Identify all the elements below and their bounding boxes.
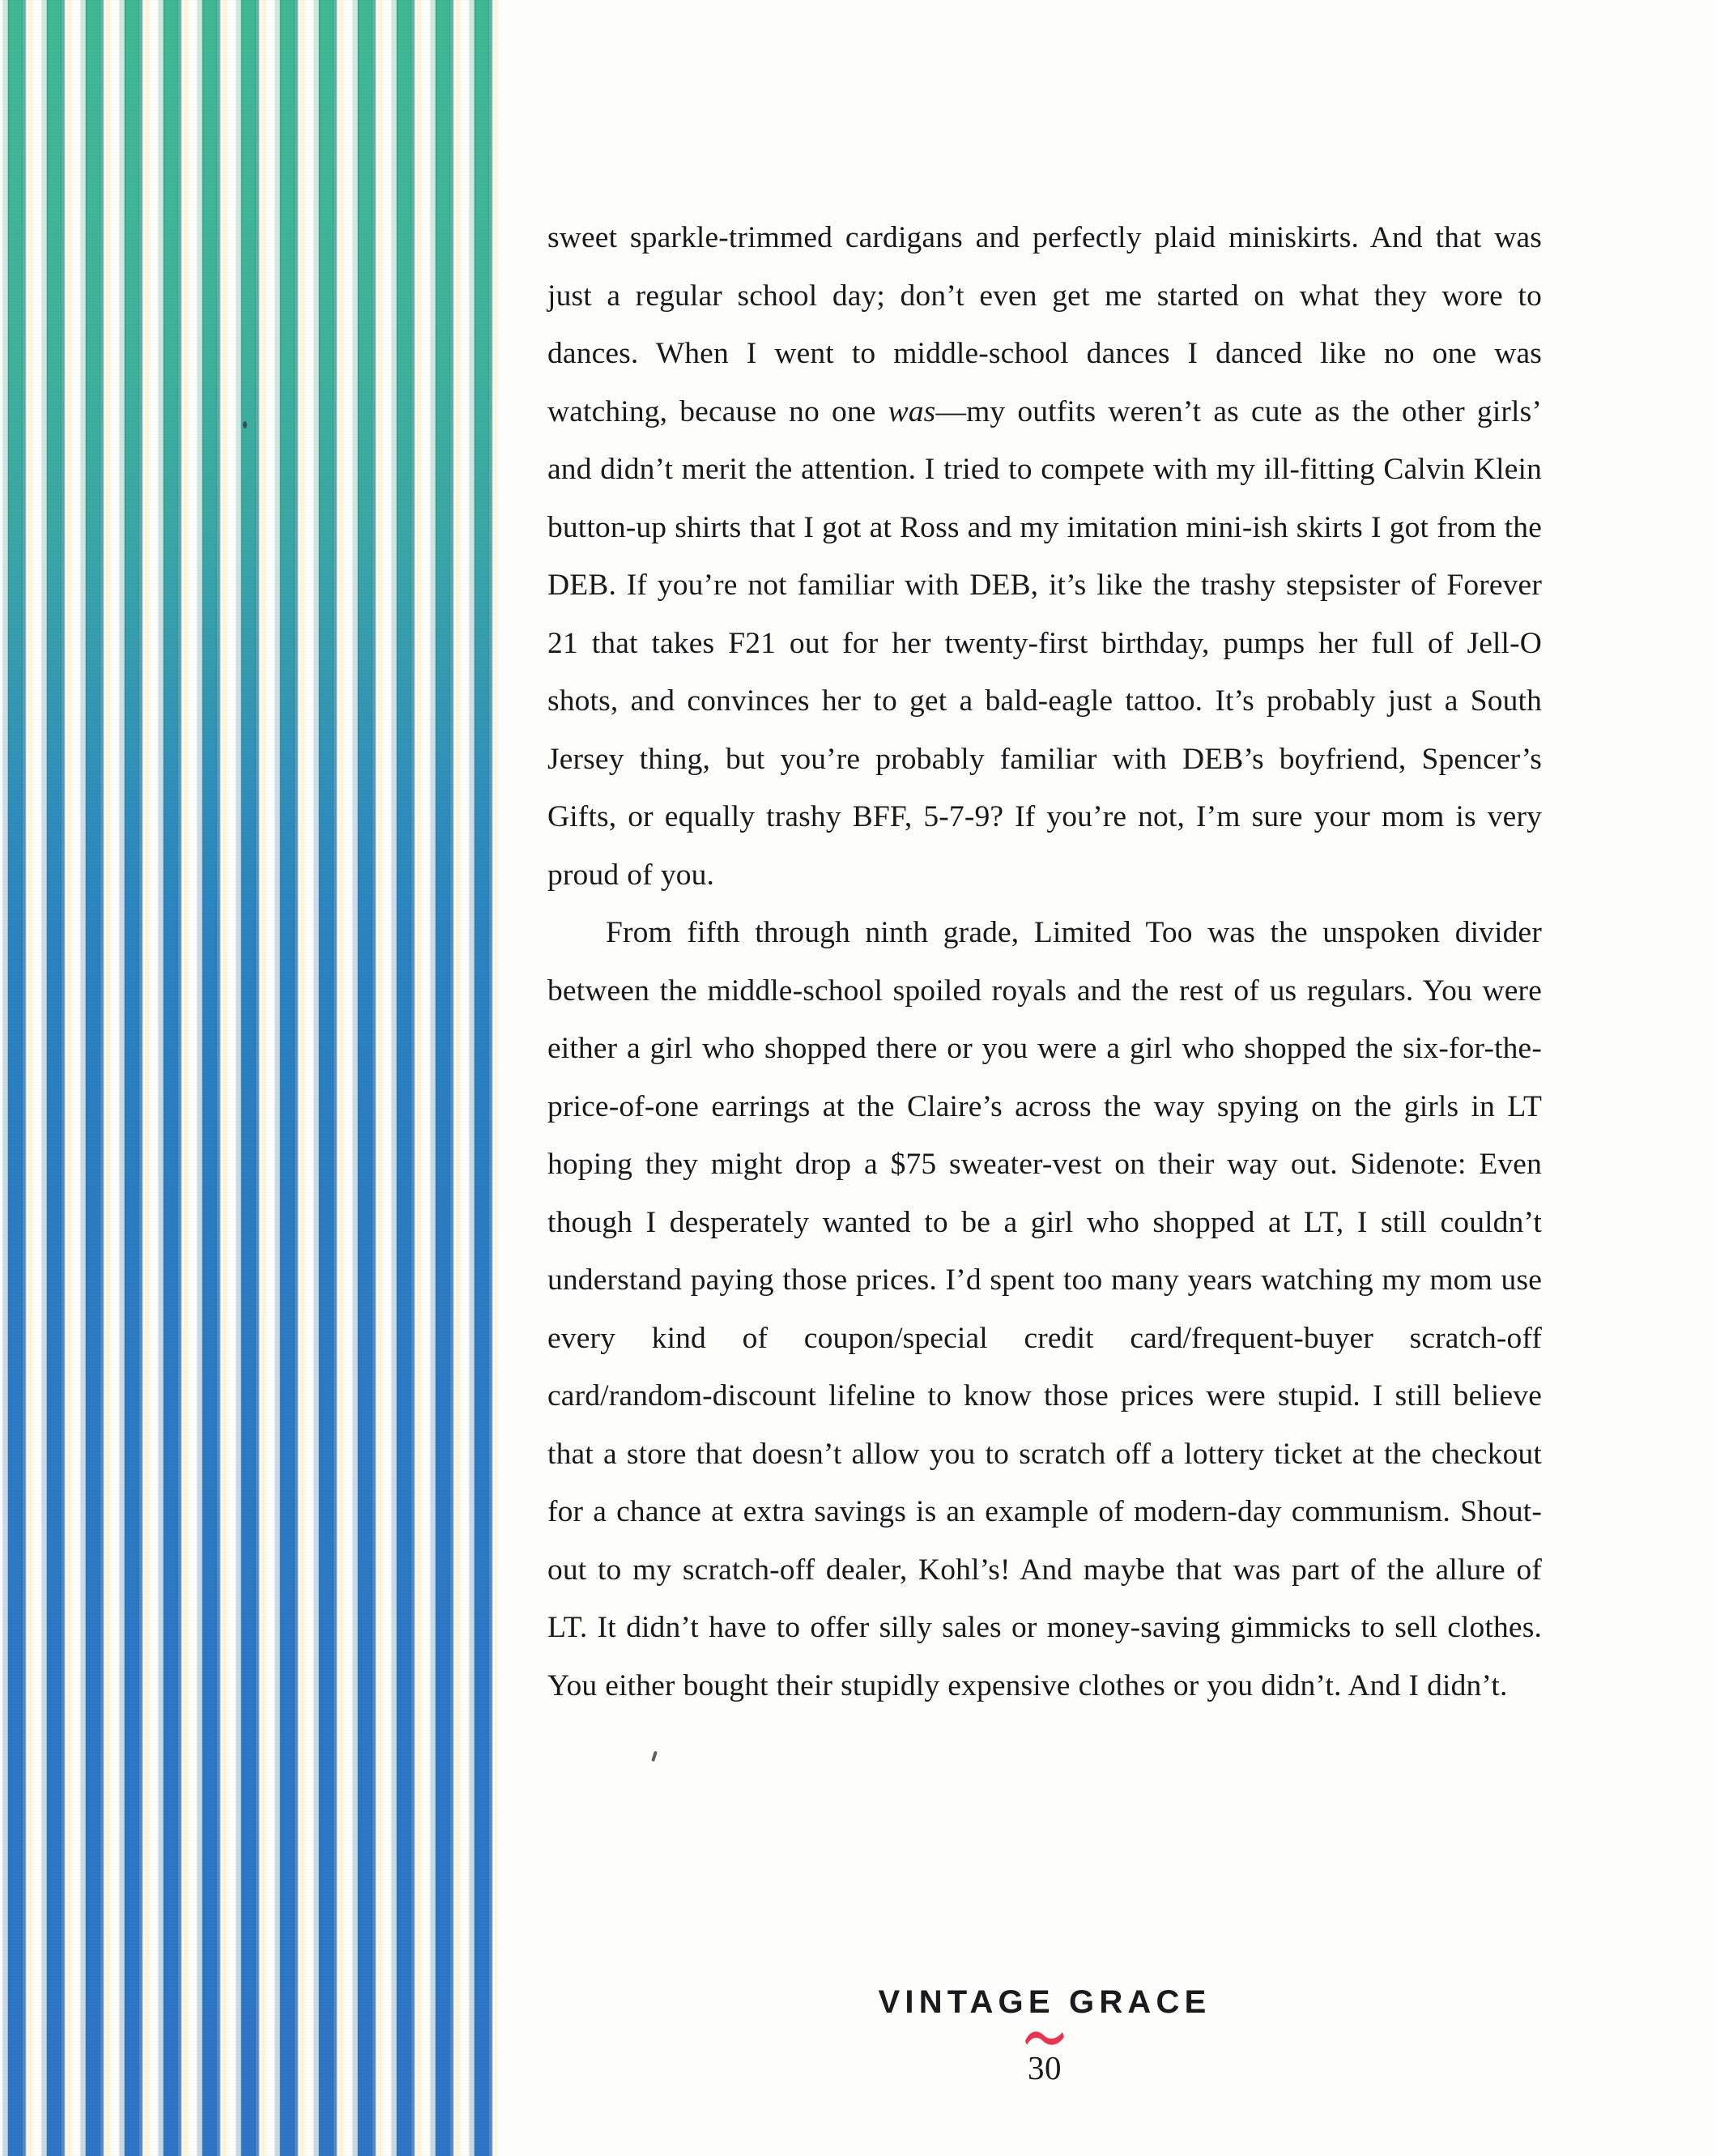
body-paragraph: sweet sparkle-trimmed cardigans and perfectly plaid miniskirts. And that was just a regular school day; don’t even get me started on what they wore to dances. When I went to middle-school dances I danced like no one was watching, because no one was—my outfits weren’t as cute as the other girls’ and didn’t merit the attention. I tried to compete with my ill-fitting Calvin Klein button-up shirts that I got at Ross and my imitation mini-ish skirts I got from the DEB. If you’re not familiar with DEB, it’s like the trashy stepsister of Forever 21 that takes F21 out for her twenty-first birthday, pumps her full of Jell-O shots, and convinces her to get a bald-eagle tattoo. It’s probably just a South Jersey thing, but you’re probably familiar with DEB’s boyfriend, Spencer’s Gifts, or equally trashy BFF, 5-7-9? If you’re not, I’m sure your mom is very proud of you. xyxy=(547,221,1542,892)
scan-speck-artifact xyxy=(243,421,247,428)
page-footer xyxy=(547,1986,1542,2085)
emphasized-word: was xyxy=(888,394,936,428)
page-number: 30 xyxy=(1028,2049,1062,2086)
red-tilde-swash-ornament xyxy=(547,2027,1542,2048)
body-paragraph: From fifth through ninth grade, Limited Too was the unspoken divider between the middle-school spoiled royals and the rest of us regulars. You were either a girl who shopped there or you were a girl who shopped the six-for-the-price-of-one earrings at the Claire’s across the way spying on the girls in LT hoping they might drop a $75 sweater-vest on their way out. Sidenote: Even though I desperately wanted to be a girl who shopped at LT, I still couldn’t understand paying those prices. I’d spent too many years watching my mom use every kind of coupon/special credit card/frequent-buyer scratch-off card/random-discount lifeline to know those prices were stupid. I still believe that a store that doesn’t allow you to scratch off a lottery ticket at the checkout for a chance at extra savings is an example of modern-day communism. Shout-out to my scratch-off dealer, Kohl’s! And maybe that was part of the allure of LT. It didn’t have to offer silly sales or money-saving gimmicks to sell clothes. You either bought their stupidly expensive clothes or you didn’t. And I didn’t. xyxy=(547,916,1542,1702)
ink-speck-artifact xyxy=(651,1751,658,1762)
decorative-stripe-panel xyxy=(0,0,497,2156)
body-text-column xyxy=(547,209,1542,1715)
running-book-title: VINTAGE GRACE xyxy=(878,1984,1211,2020)
stripe-cream-accent xyxy=(0,0,497,2156)
